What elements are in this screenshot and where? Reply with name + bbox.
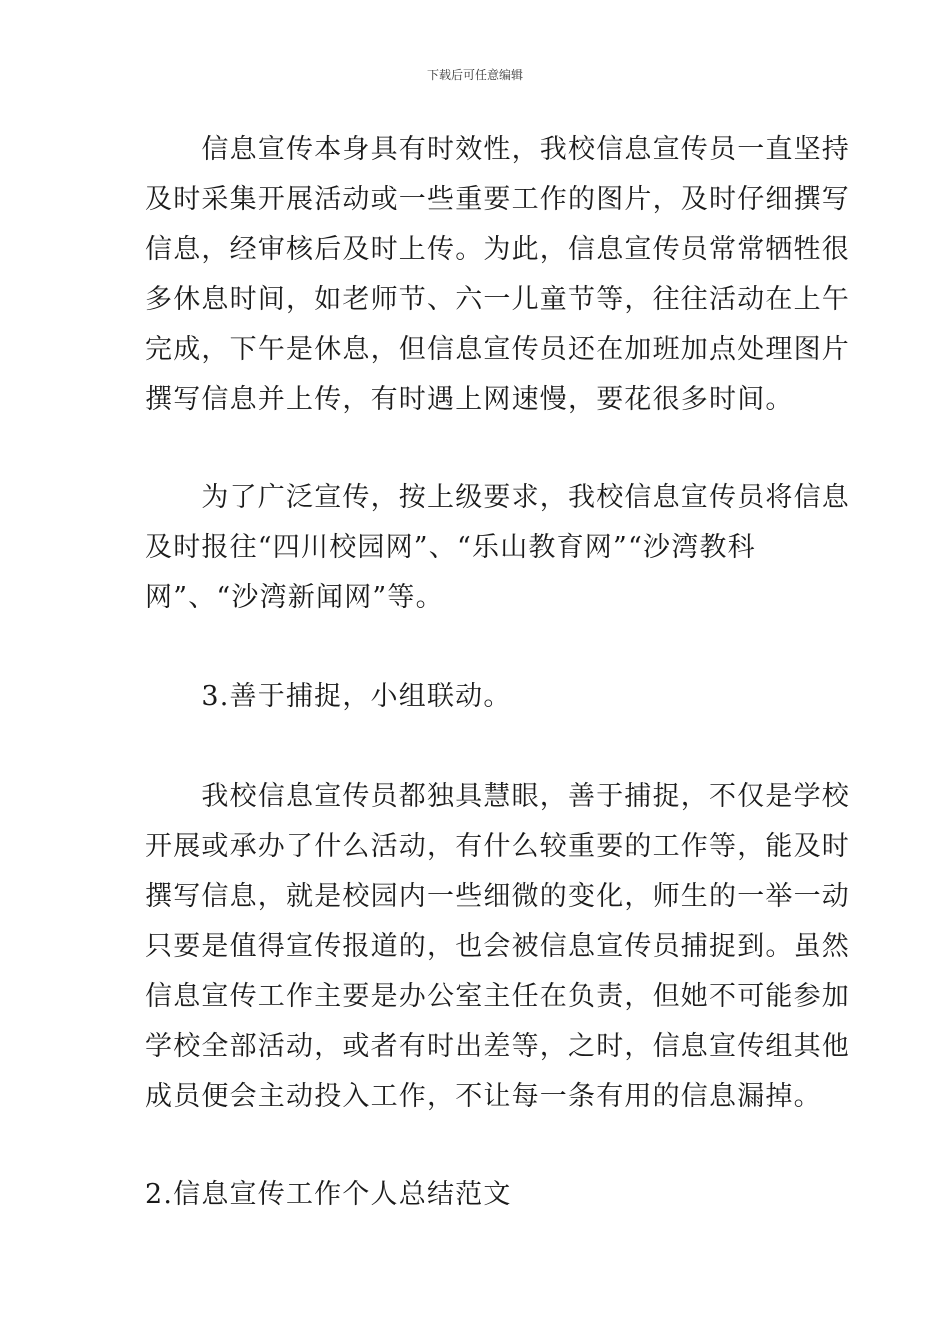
paragraph-line: 完成，下午是休息，但信息宣传员还在加班加点处理图片 bbox=[145, 334, 850, 365]
paragraph-line: 信息，经审核后及时上传。为此，信息宣传员常常牺牲很 bbox=[145, 234, 850, 265]
paragraph-line: 只要是值得宣传报道的，也会被信息宣传员捕捉到。虽然 bbox=[145, 931, 850, 962]
paragraph-line: 开展或承办了什么活动，有什么较重要的工作等，能及时 bbox=[145, 831, 850, 862]
section-heading: 3.善于捕捉，小组联动。 bbox=[145, 681, 512, 712]
paragraph-line: 及时采集开展活动或一些重要工作的图片，及时仔细撰写 bbox=[145, 184, 850, 215]
paragraph-line: 多休息时间，如老师节、六一儿童节等，往往活动在上午 bbox=[145, 284, 850, 315]
paragraph-line: 撰写信息并上传，有时遇上网速慢，要花很多时间。 bbox=[145, 384, 794, 415]
paragraph-line: 及时报往“四川校园网”、“乐山教育网”“沙湾教科 bbox=[145, 532, 756, 563]
paragraph-line: 成员便会主动投入工作，不让每一条有用的信息漏掉。 bbox=[145, 1081, 822, 1112]
paragraph-line: 网”、“沙湾新闻网”等。 bbox=[145, 582, 444, 613]
paragraph-line: 撰写信息，就是校园内一些细微的变化，师生的一举一动 bbox=[145, 881, 850, 912]
paragraph-line: 我校信息宣传员都独具慧眼，善于捕捉，不仅是学校 bbox=[145, 781, 850, 812]
header-note: 下载后可任意编辑 bbox=[426, 68, 523, 82]
paragraph-line: 信息宣传本身具有时效性，我校信息宣传员一直坚持 bbox=[145, 134, 850, 165]
paragraph-line: 为了广泛宣传，按上级要求，我校信息宣传员将信息 bbox=[145, 482, 850, 513]
paragraph-line: 学校全部活动，或者有时出差等，之时，信息宣传组其他 bbox=[145, 1031, 850, 1062]
section-title: 2.信息宣传工作个人总结范文 bbox=[145, 1179, 512, 1210]
paragraph-line: 信息宣传工作主要是办公室主任在负责，但她不可能参加 bbox=[145, 981, 850, 1012]
